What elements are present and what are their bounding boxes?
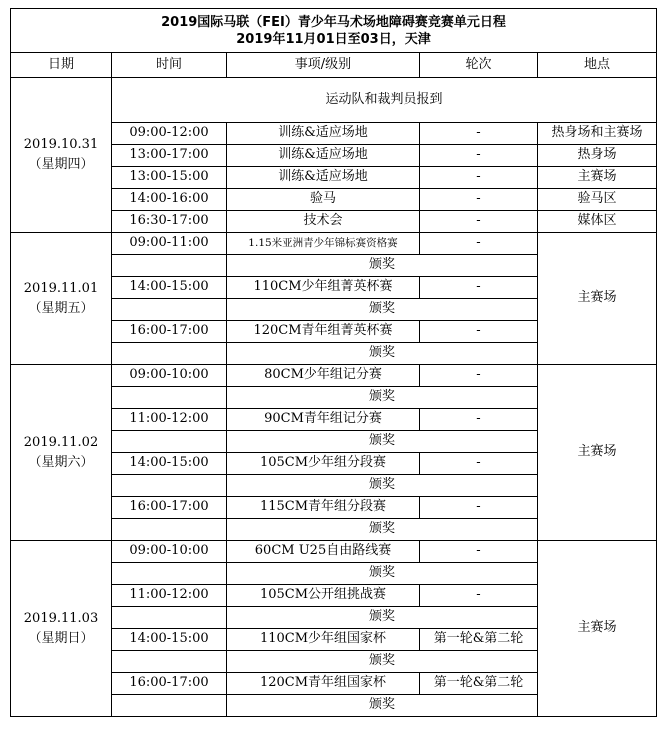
table-row (11, 233, 657, 255)
round-cell: - (420, 145, 538, 167)
time-cell: 14:00-15:00 (112, 629, 227, 651)
venue-cell: 热身场 (538, 145, 657, 167)
time-cell: 14:00-15:00 (112, 453, 227, 475)
header-time: 时间 (112, 53, 227, 78)
time-cell: 09:00-10:00 (112, 365, 227, 387)
header-row (11, 53, 657, 78)
event-cell: 训练&适应场地 (227, 123, 420, 145)
round-cell: - (420, 585, 538, 607)
day-1-weekday: （星期四） (28, 157, 94, 172)
day-4-date: 2019.11.03 (23, 610, 99, 626)
day-1-date: 2019.10.31 (23, 137, 99, 152)
round-cell: - (420, 211, 538, 233)
award-cell: 颁奖 (227, 607, 538, 629)
day-3-date: 2019.11.02 (23, 434, 99, 450)
event-cell: 80CM少年组记分赛 (227, 365, 420, 387)
time-cell: 14:00-15:00 (112, 277, 227, 299)
event-cell: 115CM青年组分段赛 (227, 497, 420, 519)
round-cell: - (420, 541, 538, 563)
event-cell: 1.15米亚洲青少年锦标赛资格赛 (227, 233, 420, 255)
award-cell: 颁奖 (227, 695, 538, 717)
event-cell: 110CM少年组国家杯 (227, 629, 420, 651)
round-cell: - (420, 321, 538, 343)
award-cell: 颁奖 (227, 475, 538, 497)
day-1-announcement: 运动队和裁判员报到 (112, 78, 657, 123)
day-2-date-cell (11, 233, 112, 365)
event-cell: 105CM公开组挑战赛 (227, 585, 420, 607)
day-1-date-cell (11, 78, 112, 233)
time-cell-empty (112, 563, 227, 585)
time-cell: 13:00-17:00 (112, 145, 227, 167)
time-cell: 16:00-17:00 (112, 673, 227, 695)
event-cell: 110CM少年组菁英杯赛 (227, 277, 420, 299)
time-cell-empty (112, 519, 227, 541)
header-round: 轮次 (420, 53, 538, 78)
time-cell: 09:00-11:00 (112, 233, 227, 255)
round-cell: - (420, 409, 538, 431)
round-cell: - (420, 453, 538, 475)
venue-cell: 热身场和主赛场 (538, 123, 657, 145)
round-cell: 第一轮&第二轮 (420, 673, 538, 695)
time-cell: 11:00-12:00 (112, 585, 227, 607)
round-cell: - (420, 277, 538, 299)
time-cell-empty (112, 651, 227, 673)
award-cell: 颁奖 (227, 651, 538, 673)
time-cell-empty (112, 607, 227, 629)
round-cell: 第一轮&第二轮 (420, 629, 538, 651)
event-cell: 60CM U25自由路线赛 (227, 541, 420, 563)
event-cell: 120CM青年组国家杯 (227, 673, 420, 695)
title-line-1: 2019国际马联（FEI）青少年马术场地障碍赛竞赛单元日程 (161, 14, 506, 30)
header-event: 事项/级别 (227, 53, 420, 78)
day-3-venue: 主赛场 (538, 365, 657, 541)
time-cell: 16:00-17:00 (112, 497, 227, 519)
venue-cell: 验马区 (538, 189, 657, 211)
time-cell: 14:00-16:00 (112, 189, 227, 211)
day-2-venue: 主赛场 (538, 233, 657, 365)
title-cell (11, 9, 657, 53)
time-cell: 16:30-17:00 (112, 211, 227, 233)
day-4-date-cell (11, 541, 112, 717)
event-cell: 90CM青年组记分赛 (227, 409, 420, 431)
time-cell: 09:00-10:00 (112, 541, 227, 563)
award-cell: 颁奖 (227, 299, 538, 321)
round-cell: - (420, 189, 538, 211)
time-cell: 11:00-12:00 (112, 409, 227, 431)
header-venue: 地点 (538, 53, 657, 78)
time-cell-empty (112, 695, 227, 717)
round-cell: - (420, 497, 538, 519)
day-4-venue: 主赛场 (538, 541, 657, 717)
time-cell-empty (112, 255, 227, 277)
day-2-weekday: （星期五） (28, 300, 94, 316)
time-cell-empty (112, 475, 227, 497)
time-cell-empty (112, 343, 227, 365)
schedule-table (10, 8, 657, 717)
event-cell: 验马 (227, 189, 420, 211)
event-cell: 120CM青年组菁英杯赛 (227, 321, 420, 343)
day-3-weekday: （星期六） (28, 454, 94, 470)
venue-cell: 媒体区 (538, 211, 657, 233)
award-cell: 颁奖 (227, 255, 538, 277)
event-cell: 训练&适应场地 (227, 145, 420, 167)
time-cell: 09:00-12:00 (112, 123, 227, 145)
table-row (11, 365, 657, 387)
round-cell: - (420, 123, 538, 145)
round-cell: - (420, 167, 538, 189)
day-3-date-cell (11, 365, 112, 541)
event-cell: 技术会 (227, 211, 420, 233)
award-cell: 颁奖 (227, 387, 538, 409)
event-cell: 训练&适应场地 (227, 167, 420, 189)
award-cell: 颁奖 (227, 563, 538, 585)
event-cell: 105CM少年组分段赛 (227, 453, 420, 475)
header-date: 日期 (11, 53, 112, 78)
time-cell: 16:00-17:00 (112, 321, 227, 343)
title-line-2: 2019年11月01日至03日，天津 (236, 31, 431, 47)
time-cell-empty (112, 431, 227, 453)
award-cell: 颁奖 (227, 431, 538, 453)
time-cell: 13:00-15:00 (112, 167, 227, 189)
venue-cell: 主赛场 (538, 167, 657, 189)
time-cell-empty (112, 387, 227, 409)
round-cell: - (420, 233, 538, 255)
day-2-date: 2019.11.01 (23, 280, 99, 296)
award-cell: 颁奖 (227, 519, 538, 541)
round-cell: - (420, 365, 538, 387)
day-4-weekday: （星期日） (28, 630, 94, 646)
time-cell-empty (112, 299, 227, 321)
award-cell: 颁奖 (227, 343, 538, 365)
table-row (11, 541, 657, 563)
